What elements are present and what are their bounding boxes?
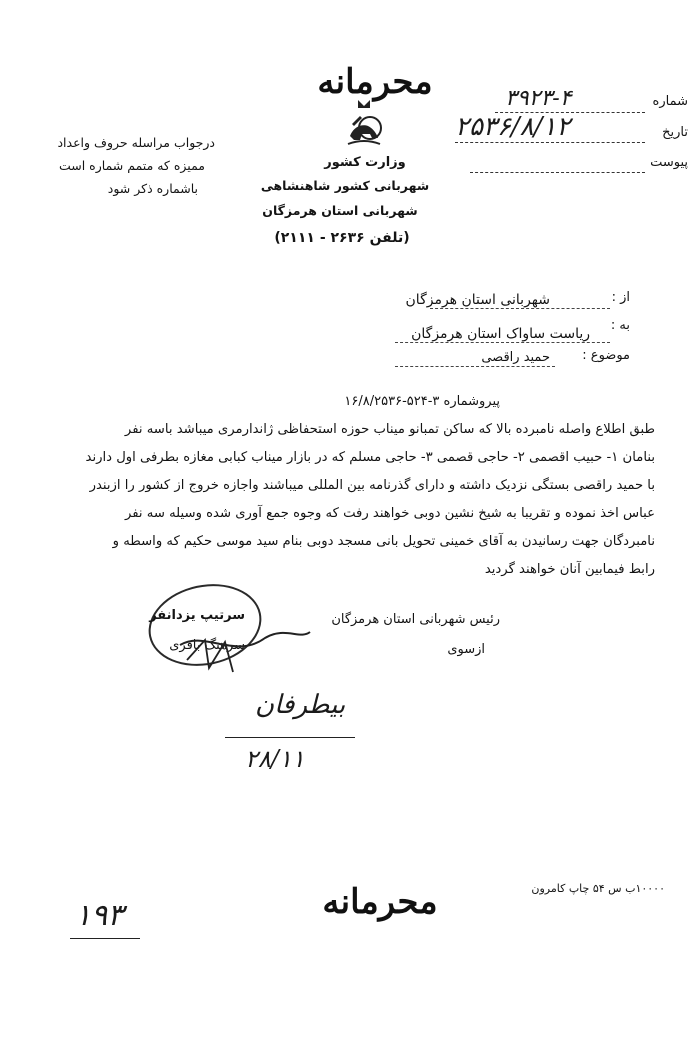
letter-body xyxy=(60,420,655,580)
ministry-title: وزارت کشور xyxy=(324,155,406,170)
to-value: ریاست ساواک استان هرمزگان xyxy=(411,326,590,342)
initials-underline xyxy=(225,737,355,738)
lion-and-sun-emblem-icon xyxy=(342,98,386,148)
from-value: شهربانی استان هرمزگان xyxy=(405,292,550,308)
from-label: از : xyxy=(611,290,630,305)
chief-title: رئیس شهربانی استان هرمزگان xyxy=(331,612,500,627)
body-line-6: رابط فیمابین آنان خواهند گردید xyxy=(484,562,655,577)
confidential-stamp-bottom: محرمانه xyxy=(322,882,438,922)
deputy-name: سرهنگ باقری xyxy=(169,638,245,653)
handwritten-initials: بیطرفان xyxy=(255,690,346,720)
chief-name: سرتیپ یزدانفر xyxy=(149,608,245,623)
date-line xyxy=(455,142,645,143)
print-note: ۱۰۰۰۰ب س ۵۴ چاپ کامرون xyxy=(531,882,665,895)
reply-note-line-2: ممیزه که متمم شماره است xyxy=(58,158,205,173)
to-label: به : xyxy=(610,318,630,333)
number-label: شماره xyxy=(652,94,688,109)
body-line-5: نامبردگان جهت رسانیدن به آقای خمینی تحویل بانی مسجد دوبی بنام سید موسی حکیم که واسطه و xyxy=(112,534,655,549)
reply-note-line-1: درجواب مراسله حروف واعداد xyxy=(57,135,215,150)
reference-line: پیروشماره ۳-۵۲۴-۱۶/۸/۲۵۳۶ xyxy=(344,394,500,409)
subject-line xyxy=(395,366,555,367)
number-value: ۳۹۲۳-۴ xyxy=(505,86,572,111)
on-behalf-label: ازسوی xyxy=(447,642,485,657)
reply-note-line-3: باشماره ذکر شود xyxy=(107,181,198,196)
subject-label: موضوع : xyxy=(582,348,630,363)
to-line xyxy=(395,342,610,343)
body-line-2: بنامان ۱- حبیب اقصمی ۲- حاجی قصمی ۳- حاجی مسلم که در بازار میناب کبابی مغازه بطرفی اول دارند xyxy=(85,450,655,465)
from-line xyxy=(430,308,610,309)
attachment-label: پیوست xyxy=(650,155,688,170)
date-value: ۲۵۳۶/۸/۱۲ xyxy=(455,112,571,142)
body-line-3: با حمید راقصی بستگی نزدیک داشته و دارای گذرنامه بین المللی میباشند واجازه خروج از کشور را ازبندر xyxy=(89,478,655,493)
province-police-title: شهربانی استان هرمزگان xyxy=(262,203,418,218)
body-line-4: عباس اخذ نموده و تقریبا به شیخ نشین دوبی خواهند رفت که وجوه جمع آوری شده وسیله سه نفر xyxy=(124,506,655,521)
handwritten-date: ۲۸/۱۱ xyxy=(245,745,305,773)
scribble-signature-icon xyxy=(175,620,315,680)
confidential-stamp-top: محرمانه xyxy=(317,62,433,102)
page-number-handwritten: ۱۹۳ xyxy=(75,898,124,933)
date-label: تاریخ xyxy=(662,125,688,140)
attachment-line xyxy=(470,172,645,173)
phone-number: (تلفن ۲۶۳۶ - ۲۱۱۱) xyxy=(274,230,410,246)
police-title: شهربانی کشور شاهنشاهی xyxy=(260,178,430,193)
page-number-underline xyxy=(70,938,140,939)
subject-value: حمید راقصی xyxy=(481,350,550,365)
body-line-1: طبق اطلاع واصله نامبرده بالا که ساکن تمبانو میناب حوزه استحفاظی ژاندارمری میباشد باسه نفر xyxy=(124,422,655,437)
